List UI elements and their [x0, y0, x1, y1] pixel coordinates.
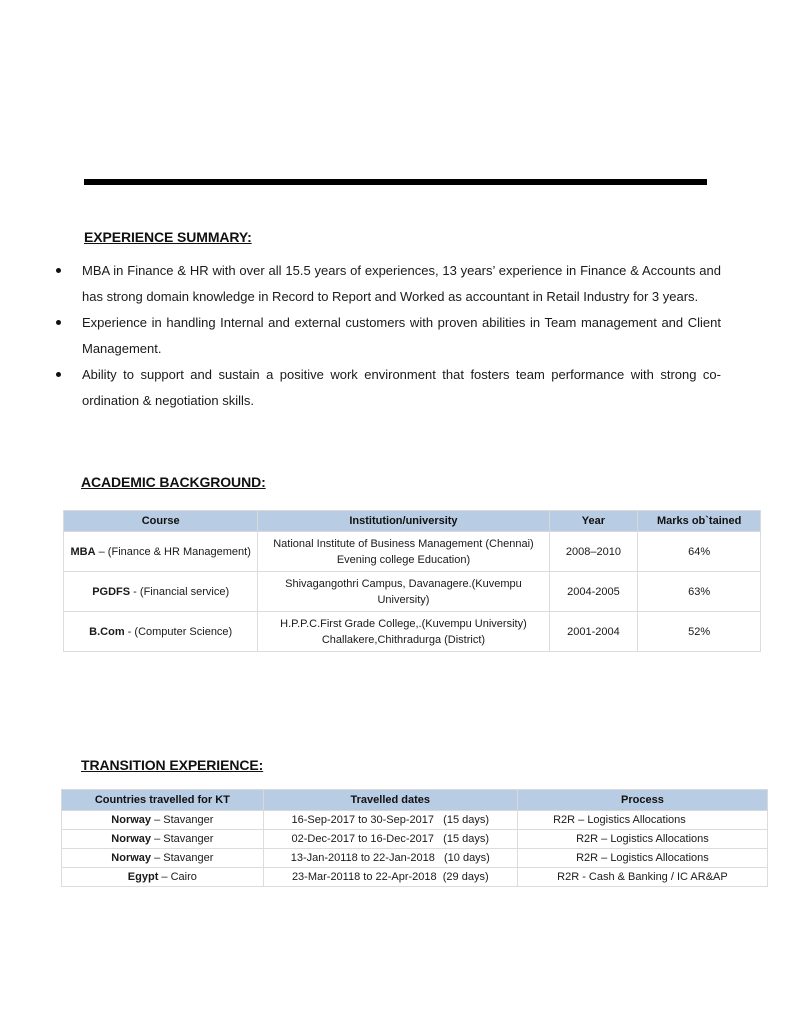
bullet-icon — [56, 268, 61, 273]
dates-cell: 13-Jan-20118 to 22-Jan-2018 (10 days) — [263, 849, 517, 868]
table-row — [62, 811, 768, 830]
marks-cell: 63% — [638, 572, 761, 612]
marks-cell: 64% — [638, 532, 761, 572]
horizontal-rule — [84, 179, 707, 185]
country-cell: Norway – Stavanger — [62, 830, 264, 849]
year-cell: 2004-2005 — [549, 572, 638, 612]
column-header: Travelled dates — [263, 790, 517, 811]
table-row — [64, 612, 761, 652]
experience-summary-list — [56, 258, 721, 414]
transition-experience-heading: TRANSITION EXPERIENCE: — [81, 757, 264, 773]
table-header-row — [62, 790, 768, 811]
country-cell: Norway – Stavanger — [62, 811, 264, 830]
dates-cell: 23-Mar-20118 to 22-Apr-2018 (29 days) — [263, 868, 517, 887]
column-header: Course — [64, 511, 258, 532]
academic-table — [63, 510, 761, 652]
table-row — [64, 572, 761, 612]
table-row — [62, 830, 768, 849]
process-cell: R2R – Logistics Allocations — [517, 830, 767, 849]
institution-cell: H.P.P.C.First Grade College,.(Kuvempu University) Challakere,Chithradurga (District) — [258, 612, 549, 652]
list-item: Ability to support and sustain a positive work environment that fosters team performance with strong co-ordination & negotiation skills. — [56, 362, 721, 414]
year-cell: 2001-2004 — [549, 612, 638, 652]
process-cell: R2R - Cash & Banking / IC AR&AP — [517, 868, 767, 887]
dates-cell: 16-Sep-2017 to 30-Sep-2017 (15 days) — [263, 811, 517, 830]
table-header-row — [64, 511, 761, 532]
column-header: Countries travelled for KT — [62, 790, 264, 811]
academic-background-heading: ACADEMIC BACKGROUND: — [81, 474, 266, 490]
transition-table — [61, 789, 768, 887]
column-header: Process — [517, 790, 767, 811]
bullet-icon — [56, 372, 61, 377]
year-cell: 2008–2010 — [549, 532, 638, 572]
table-row — [62, 849, 768, 868]
process-cell: R2R – Logistics Allocations — [517, 811, 767, 830]
dates-cell: 02-Dec-2017 to 16-Dec-2017 (15 days) — [263, 830, 517, 849]
bullet-icon — [56, 320, 61, 325]
country-cell: Egypt – Cairo — [62, 868, 264, 887]
table-row — [62, 868, 768, 887]
marks-cell: 52% — [638, 612, 761, 652]
list-item: Experience in handling Internal and external customers with proven abilities in Team management and Client Management. — [56, 310, 721, 362]
list-item: MBA in Finance & HR with over all 15.5 years of experiences, 13 years’ experience in Finance & Accounts and has strong domain knowledge in Record to Report and Worked as accountant in Retail Industry for 3 years. — [56, 258, 721, 310]
table-row — [64, 532, 761, 572]
column-header: Marks ob`tained — [638, 511, 761, 532]
course-cell: MBA – (Finance & HR Management) — [64, 532, 258, 572]
column-header: Year — [549, 511, 638, 532]
country-cell: Norway – Stavanger — [62, 849, 264, 868]
course-cell: B.Com - (Computer Science) — [64, 612, 258, 652]
column-header: Institution/university — [258, 511, 549, 532]
institution-cell: Shivagangothri Campus, Davanagere.(Kuvempu University) — [258, 572, 549, 612]
experience-summary-heading: EXPERIENCE SUMMARY: — [84, 229, 252, 245]
process-cell: R2R – Logistics Allocations — [517, 849, 767, 868]
institution-cell: National Institute of Business Management (Chennai) Evening college Education) — [258, 532, 549, 572]
course-cell: PGDFS - (Financial service) — [64, 572, 258, 612]
